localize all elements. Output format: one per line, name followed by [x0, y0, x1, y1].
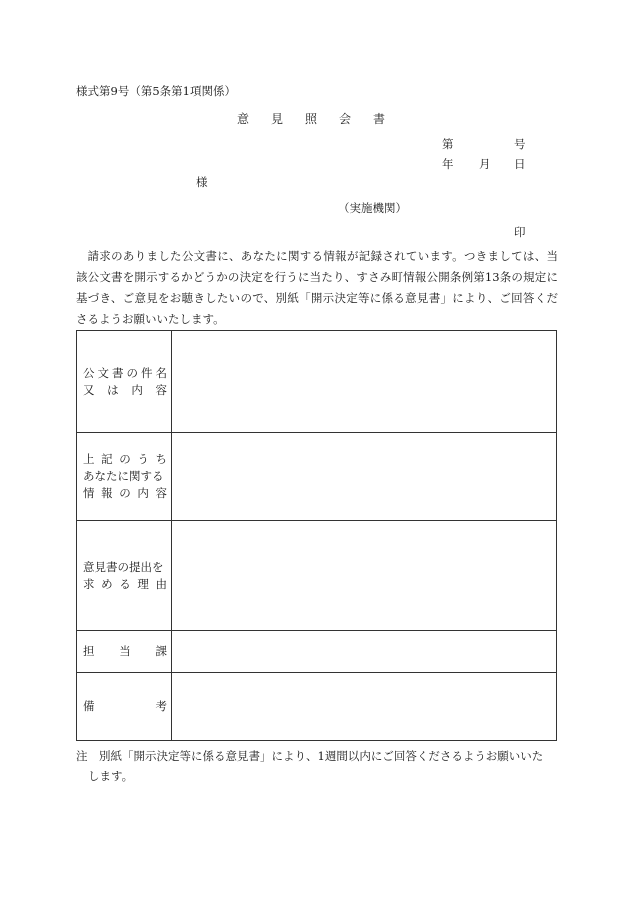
value-reason[interactable] — [172, 521, 557, 631]
label-subject — [77, 331, 172, 433]
value-remarks[interactable] — [172, 673, 557, 741]
label-reason-line1: 意見書の提出を — [83, 559, 164, 574]
label-subject-line2: 又 は 内 容 — [83, 382, 167, 397]
document-title: 意見照会書 — [237, 112, 408, 126]
body-paragraph: 請求のありました公文書に、あなたに関する情報が記録されています。つきましては、当該公文書を開示するかどうかの決定を行うに当たり、すさみ町情報公開条例第13条の規定に基づき、ご意見をお聴きしたいので、別紙「開示決定等に係る意見書」により、ご回答くださるようお願いいたします。 — [76, 249, 558, 326]
form-number: 様式第9号（第5条第1項関係） — [76, 84, 236, 98]
table-row-remarks — [77, 673, 557, 741]
label-info-line2: あなたに関する — [83, 469, 164, 483]
date-day-label: 日 — [514, 157, 526, 171]
label-info — [77, 433, 172, 521]
footnote-line1: 注 別紙「開示決定等に係る意見書」により、1週間以内にご回答くださるようお願いいた — [76, 749, 544, 763]
table-row-department — [77, 631, 557, 673]
table-row-subject — [77, 331, 557, 433]
document-number-prefix: 第 — [442, 137, 454, 151]
date-month-label: 月 — [479, 157, 491, 171]
value-subject[interactable] — [172, 331, 557, 433]
value-info[interactable] — [172, 433, 557, 521]
issuing-agency: （実施機関） — [338, 201, 407, 215]
table-row-info — [77, 433, 557, 521]
footnote-line2: します。 — [88, 769, 134, 783]
label-info-line3: 情 報 の 内 容 — [83, 486, 167, 500]
inquiry-table — [76, 330, 557, 741]
label-remarks-text: 備 考 — [83, 699, 167, 713]
seal-mark: 印 — [514, 225, 526, 239]
label-department — [77, 631, 172, 673]
label-info-line1: 上 記 の う ち — [83, 452, 167, 466]
label-department-text: 担 当 課 — [83, 644, 167, 658]
document-number-suffix: 号 — [514, 137, 526, 151]
table-row-reason — [77, 521, 557, 631]
label-reason-line2: 求 め る 理 由 — [83, 576, 167, 591]
value-department[interactable] — [172, 631, 557, 673]
footnote — [76, 746, 558, 786]
date-year-label: 年 — [442, 157, 454, 171]
label-remarks — [77, 673, 172, 741]
addressee-honorific: 様 — [196, 175, 208, 189]
label-reason — [77, 521, 172, 631]
label-subject-line1: 公 文 書 の 件 名 — [83, 365, 167, 380]
